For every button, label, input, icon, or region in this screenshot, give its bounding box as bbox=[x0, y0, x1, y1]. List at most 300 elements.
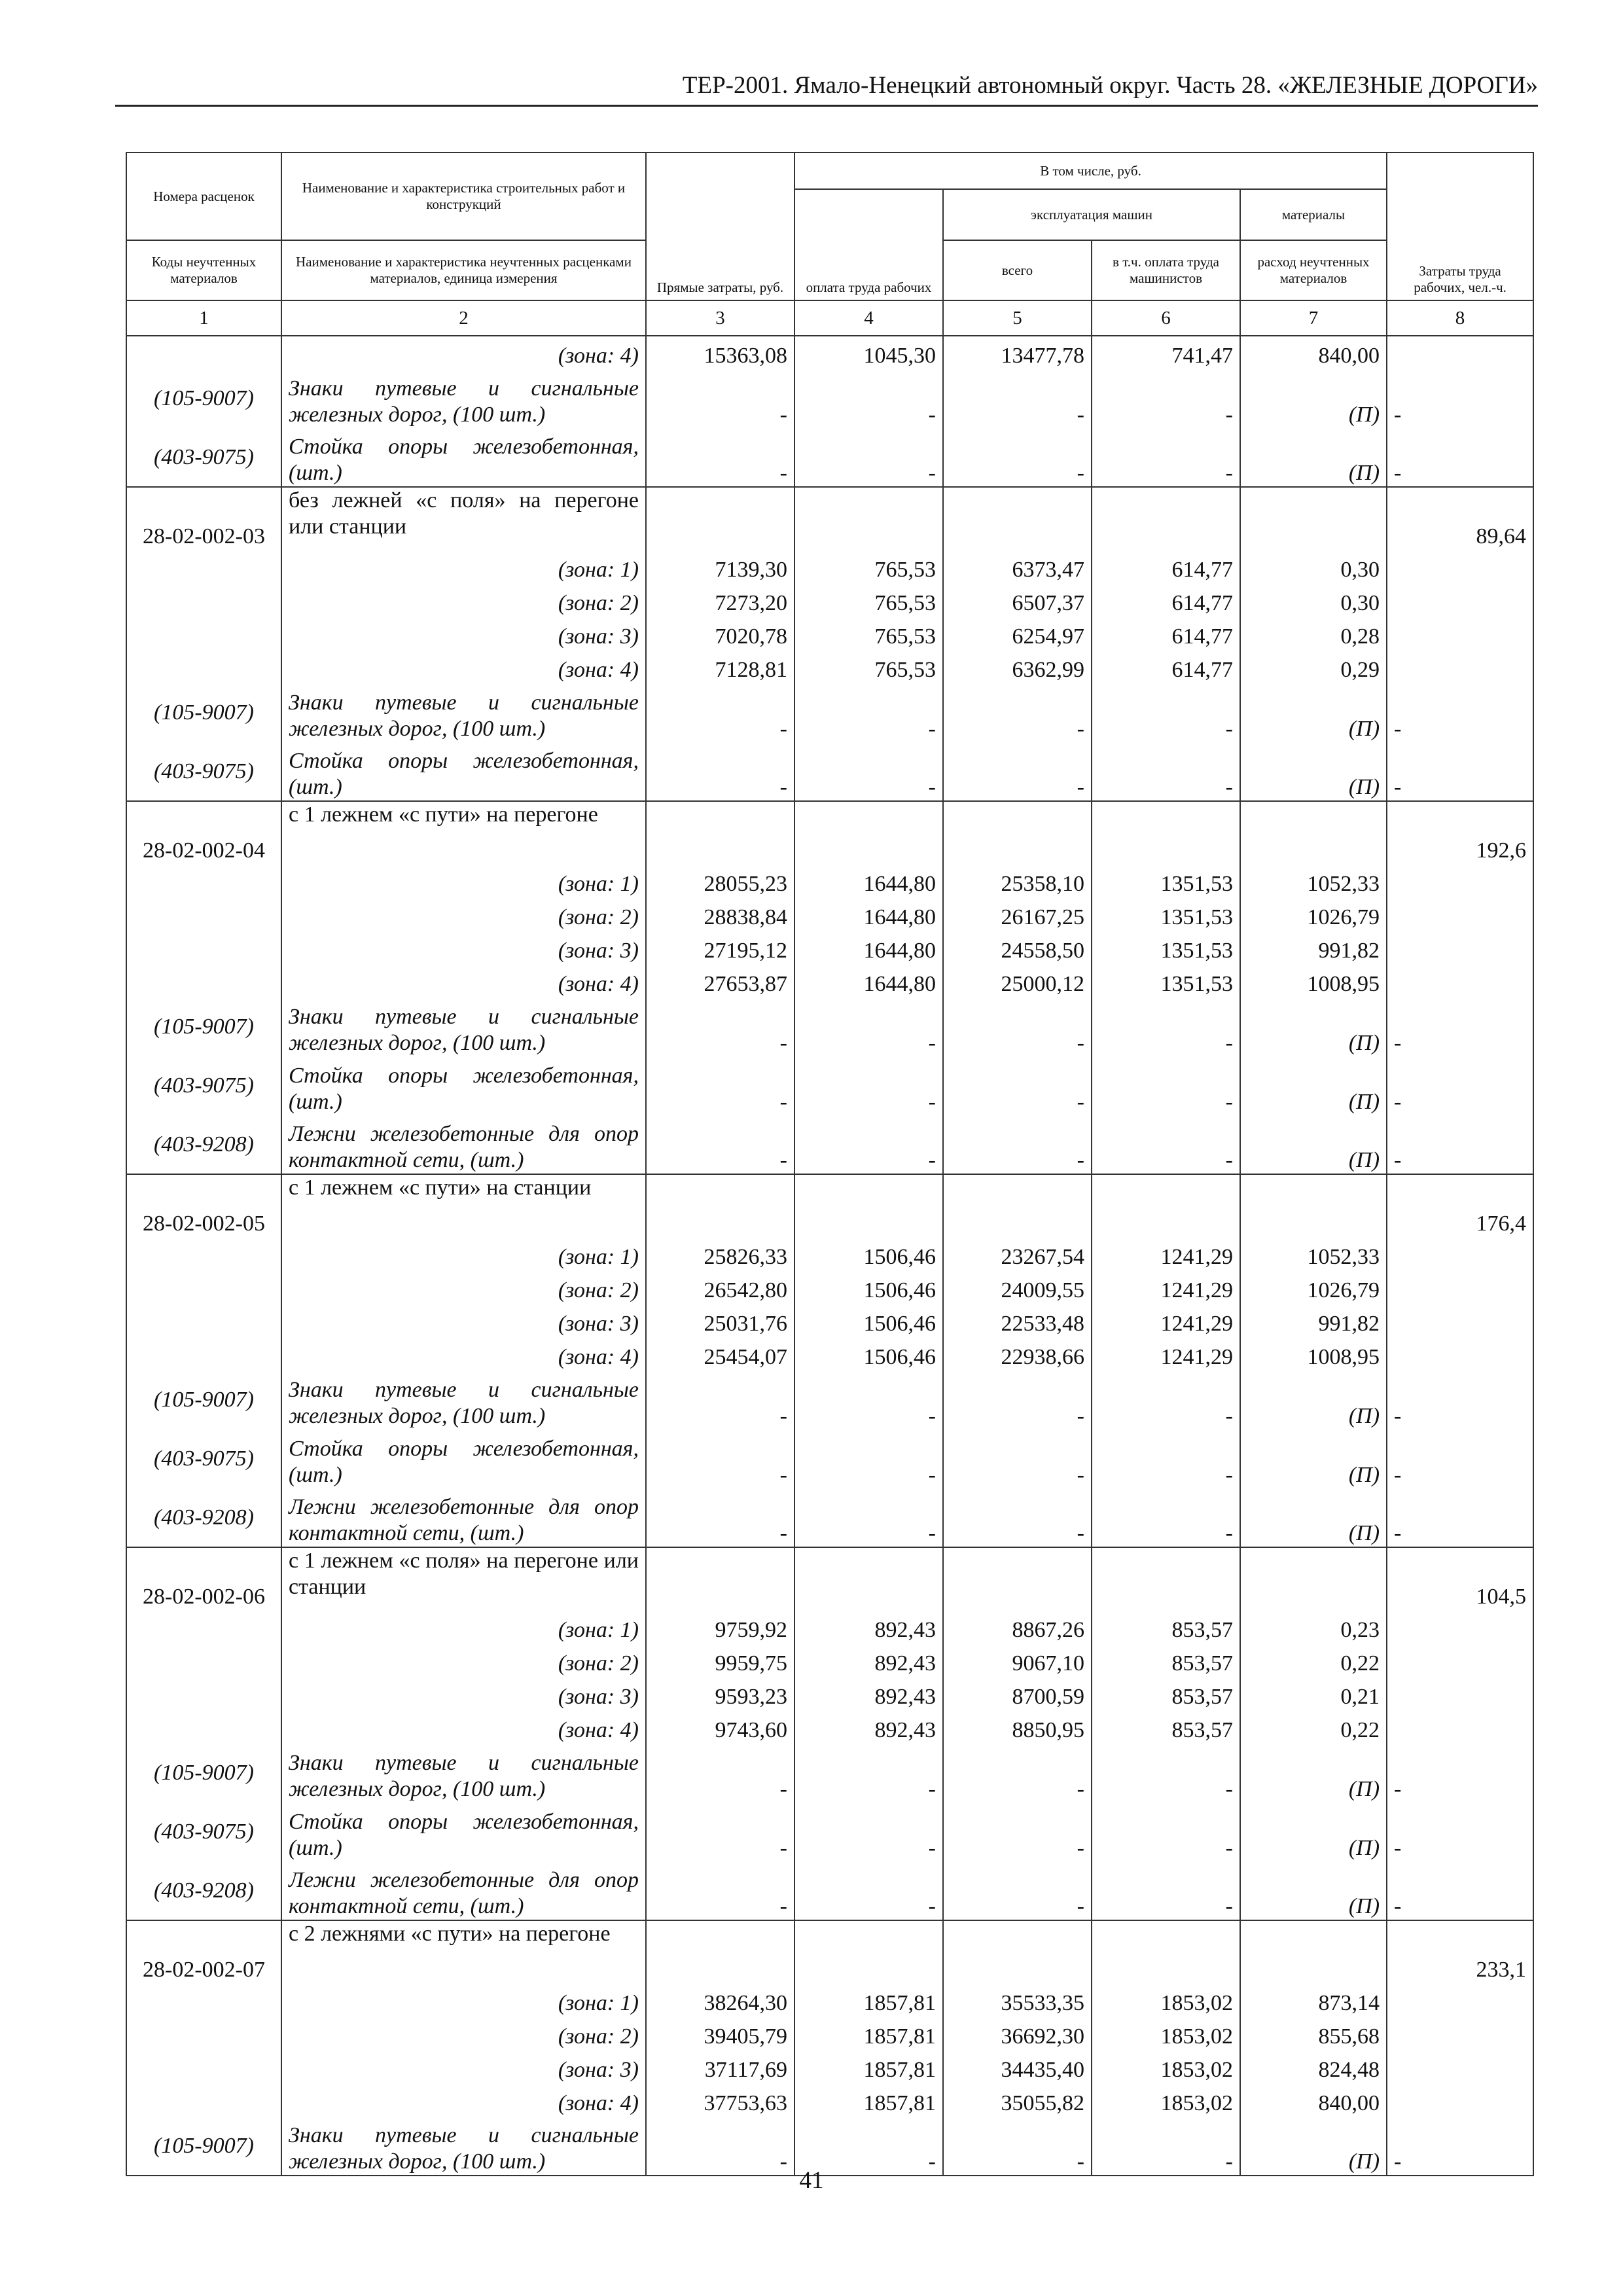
direct-cost: 28055,23 bbox=[646, 864, 794, 897]
dash-cell: - bbox=[1387, 1744, 1533, 1803]
table-header bbox=[126, 152, 1533, 336]
worker-wages: 1857,81 bbox=[794, 2083, 943, 2117]
machinist-wages: 1241,29 bbox=[1092, 1304, 1240, 1337]
zone-label: (зона: 3) bbox=[281, 2050, 646, 2083]
materials-cost: 991,82 bbox=[1240, 931, 1387, 964]
running-header: ТЕР-2001. Ямало-Ненецкий автономный округ. Часть 28. «ЖЕЛЕЗНЫЕ ДОРОГИ» bbox=[682, 72, 1538, 99]
rate-title-row bbox=[126, 487, 1533, 550]
machines-total: 6373,47 bbox=[943, 550, 1092, 583]
zone-label: (зона: 4) bbox=[281, 2083, 646, 2117]
material-row bbox=[126, 1429, 1533, 1488]
material-row bbox=[126, 428, 1533, 487]
materials-cost: 1052,33 bbox=[1240, 1237, 1387, 1270]
dash-cell: - bbox=[794, 1429, 943, 1488]
col-number: 7 bbox=[1240, 300, 1387, 336]
machinist-wages: 614,77 bbox=[1092, 550, 1240, 583]
dash-cell: - bbox=[794, 1371, 943, 1429]
dash-cell: - bbox=[943, 1744, 1092, 1803]
table-row bbox=[126, 964, 1533, 997]
project-mark: (П) bbox=[1240, 742, 1387, 801]
labor-cost: 192,6 bbox=[1387, 801, 1533, 864]
machinist-wages: 1351,53 bbox=[1092, 864, 1240, 897]
direct-cost: 37117,69 bbox=[646, 2050, 794, 2083]
dash-cell: - bbox=[943, 1803, 1092, 1861]
material-name: Знаки путевые и сигнальные железных дорог, (100 шт.) bbox=[281, 1744, 646, 1803]
worker-wages: 1644,80 bbox=[794, 897, 943, 931]
machines-total: 23267,54 bbox=[943, 1237, 1092, 1270]
zone-label: (зона: 2) bbox=[281, 583, 646, 617]
worker-wages: 765,53 bbox=[794, 617, 943, 650]
worker-wages: 1644,80 bbox=[794, 864, 943, 897]
worker-wages: 1506,46 bbox=[794, 1304, 943, 1337]
table-row bbox=[126, 931, 1533, 964]
zone-label: (зона: 2) bbox=[281, 897, 646, 931]
machines-total: 36692,30 bbox=[943, 2017, 1092, 2050]
dash-cell: - bbox=[1092, 1115, 1240, 1174]
material-code: (403-9208) bbox=[126, 1861, 281, 1920]
project-mark: (П) bbox=[1240, 428, 1387, 487]
dash-cell: - bbox=[646, 997, 794, 1056]
col-number: 8 bbox=[1387, 300, 1533, 336]
direct-cost: 7020,78 bbox=[646, 617, 794, 650]
zone-label: (зона: 1) bbox=[281, 1983, 646, 2017]
material-name: Знаки путевые и сигнальные железных дорог, (100 шт.) bbox=[281, 369, 646, 428]
materials-cost: 0,21 bbox=[1240, 1677, 1387, 1710]
col1-header-top: Номера расценок bbox=[126, 152, 281, 240]
dash-cell: - bbox=[1387, 1803, 1533, 1861]
dash-cell: - bbox=[1092, 1803, 1240, 1861]
rate-code: 28-02-002-06 bbox=[126, 1547, 281, 1610]
zone-label: (зона: 2) bbox=[281, 2017, 646, 2050]
table-row bbox=[126, 1237, 1533, 1270]
material-name: Стойка опоры железобетонная, (шт.) bbox=[281, 1429, 646, 1488]
col-number: 1 bbox=[126, 300, 281, 336]
group-header: В том числе, руб. bbox=[794, 152, 1387, 189]
materials-cost: 0,23 bbox=[1240, 1610, 1387, 1643]
dash-cell: - bbox=[1387, 1861, 1533, 1920]
col-number: 2 bbox=[281, 300, 646, 336]
dash-cell: - bbox=[646, 1861, 794, 1920]
dash-cell: - bbox=[1387, 1429, 1533, 1488]
dash-cell: - bbox=[794, 2117, 943, 2176]
dash-cell: - bbox=[646, 1803, 794, 1861]
table-row bbox=[126, 1270, 1533, 1304]
machinist-wages: 1241,29 bbox=[1092, 1337, 1240, 1371]
dash-cell: - bbox=[1092, 2117, 1240, 2176]
zone-label: (зона: 1) bbox=[281, 1610, 646, 1643]
col2-header-bottom: Наименование и характеристика неучтенных расценками материалов, единица измерения bbox=[281, 240, 646, 300]
direct-cost: 9743,60 bbox=[646, 1710, 794, 1744]
machines-total: 25358,10 bbox=[943, 864, 1092, 897]
rate-title: с 1 лежнем «с поля» на перегоне или станции bbox=[281, 1547, 646, 1610]
project-mark: (П) bbox=[1240, 369, 1387, 428]
machinist-wages: 614,77 bbox=[1092, 650, 1240, 683]
worker-wages: 1644,80 bbox=[794, 931, 943, 964]
material-code: (403-9075) bbox=[126, 1429, 281, 1488]
material-row bbox=[126, 683, 1533, 742]
machines-total: 8700,59 bbox=[943, 1677, 1092, 1710]
machinist-wages: 853,57 bbox=[1092, 1710, 1240, 1744]
dash-cell: - bbox=[1387, 683, 1533, 742]
dash-cell: - bbox=[794, 683, 943, 742]
dash-cell: - bbox=[943, 428, 1092, 487]
machines-total: 35533,35 bbox=[943, 1983, 1092, 2017]
dash-cell: - bbox=[1387, 1115, 1533, 1174]
zone-label: (зона: 4) bbox=[281, 964, 646, 997]
machines-total: 34435,40 bbox=[943, 2050, 1092, 2083]
zone-label: (зона: 2) bbox=[281, 1643, 646, 1677]
dash-cell: - bbox=[1092, 1056, 1240, 1115]
machines-total: 24558,50 bbox=[943, 931, 1092, 964]
table-row bbox=[126, 1304, 1533, 1337]
table-row bbox=[126, 650, 1533, 683]
machines-total: 6507,37 bbox=[943, 583, 1092, 617]
dash-cell: - bbox=[943, 2117, 1092, 2176]
zone-label: (зона: 4) bbox=[281, 650, 646, 683]
dash-cell: - bbox=[646, 428, 794, 487]
material-code: (403-9075) bbox=[126, 1056, 281, 1115]
machines-total: 8850,95 bbox=[943, 1710, 1092, 1744]
zone-label: (зона: 1) bbox=[281, 550, 646, 583]
table-row bbox=[126, 336, 1533, 369]
material-name: Лежни железобетонные для опор контактной сети, (шт.) bbox=[281, 1115, 646, 1174]
machinist-wages: 1853,02 bbox=[1092, 2083, 1240, 2117]
table-row bbox=[126, 864, 1533, 897]
dash-cell: - bbox=[646, 1371, 794, 1429]
materials-cost: 1008,95 bbox=[1240, 964, 1387, 997]
rate-title-row bbox=[126, 801, 1533, 864]
dash-cell: - bbox=[1092, 1744, 1240, 1803]
dash-cell: - bbox=[646, 1488, 794, 1547]
dash-cell: - bbox=[646, 1056, 794, 1115]
material-row bbox=[126, 1115, 1533, 1174]
worker-wages: 1857,81 bbox=[794, 2050, 943, 2083]
col4-header: оплата труда рабочих bbox=[794, 189, 943, 300]
zone-label: (зона: 3) bbox=[281, 617, 646, 650]
machinist-wages: 1351,53 bbox=[1092, 897, 1240, 931]
worker-wages: 765,53 bbox=[794, 583, 943, 617]
dash-cell: - bbox=[1092, 1861, 1240, 1920]
machines-total: 9067,10 bbox=[943, 1643, 1092, 1677]
table-row bbox=[126, 1643, 1533, 1677]
machinist-wages: 614,77 bbox=[1092, 617, 1240, 650]
col2-header-top: Наименование и характеристика строительных работ и конструкций bbox=[281, 152, 646, 240]
machinist-wages: 741,47 bbox=[1092, 336, 1240, 369]
zone-label: (зона: 2) bbox=[281, 1270, 646, 1304]
machines-total: 25000,12 bbox=[943, 964, 1092, 997]
dash-cell: - bbox=[1387, 1056, 1533, 1115]
material-code: (403-9075) bbox=[126, 1803, 281, 1861]
worker-wages: 1857,81 bbox=[794, 2017, 943, 2050]
direct-cost: 39405,79 bbox=[646, 2017, 794, 2050]
col6-header: в т.ч. оплата труда машинистов bbox=[1092, 240, 1240, 300]
material-code: (105-9007) bbox=[126, 369, 281, 428]
dash-cell: - bbox=[794, 997, 943, 1056]
rate-title-row bbox=[126, 1547, 1533, 1610]
materials-header: материалы bbox=[1240, 189, 1387, 240]
worker-wages: 1644,80 bbox=[794, 964, 943, 997]
project-mark: (П) bbox=[1240, 683, 1387, 742]
dash-cell: - bbox=[1092, 1429, 1240, 1488]
project-mark: (П) bbox=[1240, 2117, 1387, 2176]
worker-wages: 1506,46 bbox=[794, 1270, 943, 1304]
material-name: Знаки путевые и сигнальные железных дорог, (100 шт.) bbox=[281, 2117, 646, 2176]
direct-cost: 28838,84 bbox=[646, 897, 794, 931]
project-mark: (П) bbox=[1240, 1115, 1387, 1174]
machinist-wages: 614,77 bbox=[1092, 583, 1240, 617]
material-name: Стойка опоры железобетонная, (шт.) bbox=[281, 428, 646, 487]
machinist-wages: 1351,53 bbox=[1092, 931, 1240, 964]
material-code: (105-9007) bbox=[126, 997, 281, 1056]
table-row bbox=[126, 1610, 1533, 1643]
worker-wages: 1857,81 bbox=[794, 1983, 943, 2017]
machines-total: 22938,66 bbox=[943, 1337, 1092, 1371]
project-mark: (П) bbox=[1240, 1803, 1387, 1861]
worker-wages: 765,53 bbox=[794, 550, 943, 583]
dash-cell: - bbox=[1387, 742, 1533, 801]
machines-total: 26167,25 bbox=[943, 897, 1092, 931]
zone-label: (зона: 4) bbox=[281, 336, 646, 369]
material-name: Стойка опоры железобетонная, (шт.) bbox=[281, 1803, 646, 1861]
col8-header: Затраты труда рабочих, чел.-ч. bbox=[1387, 152, 1533, 300]
material-name: Лежни железобетонные для опор контактной сети, (шт.) bbox=[281, 1861, 646, 1920]
materials-cost: 873,14 bbox=[1240, 1983, 1387, 2017]
machines-total: 8867,26 bbox=[943, 1610, 1092, 1643]
direct-cost: 25826,33 bbox=[646, 1237, 794, 1270]
table-body bbox=[126, 336, 1533, 2176]
zone-label: (зона: 3) bbox=[281, 1304, 646, 1337]
rate-code: 28-02-002-07 bbox=[126, 1920, 281, 1983]
header-rule bbox=[115, 105, 1538, 107]
rate-title: с 1 лежнем «с пути» на перегоне bbox=[281, 801, 646, 864]
material-row bbox=[126, 369, 1533, 428]
table-row bbox=[126, 583, 1533, 617]
machines-header: эксплуатация машин bbox=[943, 189, 1240, 240]
table-row bbox=[126, 897, 1533, 931]
materials-cost: 0,29 bbox=[1240, 650, 1387, 683]
dash-cell: - bbox=[1092, 997, 1240, 1056]
materials-cost: 1026,79 bbox=[1240, 1270, 1387, 1304]
materials-cost: 824,48 bbox=[1240, 2050, 1387, 2083]
dash-cell: - bbox=[794, 369, 943, 428]
materials-cost: 1052,33 bbox=[1240, 864, 1387, 897]
table-row bbox=[126, 1337, 1533, 1371]
materials-cost: 1008,95 bbox=[1240, 1337, 1387, 1371]
material-row bbox=[126, 742, 1533, 801]
col1-header-bottom: Коды неучтенных материалов bbox=[126, 240, 281, 300]
table-row bbox=[126, 2017, 1533, 2050]
dash-cell: - bbox=[794, 1803, 943, 1861]
direct-cost: 25031,76 bbox=[646, 1304, 794, 1337]
direct-cost: 7139,30 bbox=[646, 550, 794, 583]
worker-wages: 1506,46 bbox=[794, 1237, 943, 1270]
machines-total: 13477,78 bbox=[943, 336, 1092, 369]
materials-cost: 1026,79 bbox=[1240, 897, 1387, 931]
rate-title: с 2 лежнями «с пути» на перегоне bbox=[281, 1920, 646, 1983]
worker-wages: 892,43 bbox=[794, 1643, 943, 1677]
dash-cell: - bbox=[1092, 369, 1240, 428]
dash-cell: - bbox=[943, 1056, 1092, 1115]
rates-table bbox=[126, 152, 1534, 2176]
machines-total: 6254,97 bbox=[943, 617, 1092, 650]
materials-cost: 0,22 bbox=[1240, 1710, 1387, 1744]
table-row bbox=[126, 1710, 1533, 1744]
dash-cell: - bbox=[943, 683, 1092, 742]
dash-cell: - bbox=[794, 1744, 943, 1803]
material-code: (403-9075) bbox=[126, 742, 281, 801]
dash-cell: - bbox=[1092, 428, 1240, 487]
machinist-wages: 1241,29 bbox=[1092, 1270, 1240, 1304]
col-number: 6 bbox=[1092, 300, 1240, 336]
project-mark: (П) bbox=[1240, 1371, 1387, 1429]
machinist-wages: 1853,02 bbox=[1092, 1983, 1240, 2017]
labor-cost: 89,64 bbox=[1387, 487, 1533, 550]
direct-cost: 9759,92 bbox=[646, 1610, 794, 1643]
machinist-wages: 853,57 bbox=[1092, 1610, 1240, 1643]
dash-cell: - bbox=[1387, 997, 1533, 1056]
project-mark: (П) bbox=[1240, 1744, 1387, 1803]
dash-cell: - bbox=[646, 1744, 794, 1803]
material-row bbox=[126, 1056, 1533, 1115]
col5-header: всего bbox=[943, 240, 1092, 300]
machinist-wages: 853,57 bbox=[1092, 1677, 1240, 1710]
worker-wages: 892,43 bbox=[794, 1710, 943, 1744]
materials-cost: 840,00 bbox=[1240, 2083, 1387, 2117]
direct-cost: 9593,23 bbox=[646, 1677, 794, 1710]
dash-cell: - bbox=[794, 1488, 943, 1547]
col-number: 4 bbox=[794, 300, 943, 336]
direct-cost: 27653,87 bbox=[646, 964, 794, 997]
material-name: Лежни железобетонные для опор контактной сети, (шт.) bbox=[281, 1488, 646, 1547]
materials-cost: 0,28 bbox=[1240, 617, 1387, 650]
material-code: (403-9208) bbox=[126, 1488, 281, 1547]
rate-title-row bbox=[126, 1920, 1533, 1983]
dash-cell: - bbox=[794, 1115, 943, 1174]
direct-cost: 37753,63 bbox=[646, 2083, 794, 2117]
material-code: (105-9007) bbox=[126, 2117, 281, 2176]
labor-cost: 176,4 bbox=[1387, 1174, 1533, 1237]
dash-cell: - bbox=[794, 428, 943, 487]
table-row bbox=[126, 1677, 1533, 1710]
rate-code: 28-02-002-04 bbox=[126, 801, 281, 864]
table-row bbox=[126, 2050, 1533, 2083]
materials-cost: 0,30 bbox=[1240, 583, 1387, 617]
materials-cost: 0,30 bbox=[1240, 550, 1387, 583]
worker-wages: 1045,30 bbox=[794, 336, 943, 369]
dash-cell: - bbox=[1387, 1488, 1533, 1547]
machinist-wages: 1853,02 bbox=[1092, 2050, 1240, 2083]
rate-code: 28-02-002-03 bbox=[126, 487, 281, 550]
rate-code: 28-02-002-05 bbox=[126, 1174, 281, 1237]
dash-cell: - bbox=[794, 1056, 943, 1115]
zone-label: (зона: 4) bbox=[281, 1337, 646, 1371]
labor-cost bbox=[1387, 336, 1533, 369]
direct-cost: 38264,30 bbox=[646, 1983, 794, 2017]
dash-cell: - bbox=[943, 742, 1092, 801]
direct-cost: 7273,20 bbox=[646, 583, 794, 617]
dash-cell: - bbox=[1092, 1371, 1240, 1429]
direct-cost: 15363,08 bbox=[646, 336, 794, 369]
material-code: (105-9007) bbox=[126, 1744, 281, 1803]
zone-label: (зона: 3) bbox=[281, 931, 646, 964]
materials-cost: 0,22 bbox=[1240, 1643, 1387, 1677]
material-row bbox=[126, 1371, 1533, 1429]
material-code: (105-9007) bbox=[126, 1371, 281, 1429]
material-row bbox=[126, 997, 1533, 1056]
dash-cell: - bbox=[1387, 369, 1533, 428]
direct-cost: 25454,07 bbox=[646, 1337, 794, 1371]
project-mark: (П) bbox=[1240, 1056, 1387, 1115]
dash-cell: - bbox=[1092, 683, 1240, 742]
machinist-wages: 1351,53 bbox=[1092, 964, 1240, 997]
material-name: Знаки путевые и сигнальные железных дорог, (100 шт.) bbox=[281, 997, 646, 1056]
zone-label: (зона: 1) bbox=[281, 1237, 646, 1270]
materials-cost: 855,68 bbox=[1240, 2017, 1387, 2050]
dash-cell: - bbox=[646, 1115, 794, 1174]
project-mark: (П) bbox=[1240, 1429, 1387, 1488]
project-mark: (П) bbox=[1240, 997, 1387, 1056]
page-number: 41 bbox=[799, 2167, 824, 2194]
dash-cell: - bbox=[1387, 1371, 1533, 1429]
materials-cost: 840,00 bbox=[1240, 336, 1387, 369]
dash-cell: - bbox=[794, 742, 943, 801]
direct-cost: 9959,75 bbox=[646, 1643, 794, 1677]
col7-header: расход неучтенных материалов bbox=[1240, 240, 1387, 300]
rate-title: с 1 лежнем «с пути» на станции bbox=[281, 1174, 646, 1237]
dash-cell: - bbox=[943, 997, 1092, 1056]
machinist-wages: 853,57 bbox=[1092, 1643, 1240, 1677]
col-number: 3 bbox=[646, 300, 794, 336]
machinist-wages: 1853,02 bbox=[1092, 2017, 1240, 2050]
zone-label: (зона: 3) bbox=[281, 1677, 646, 1710]
rate-title: без лежней «с поля» на перегоне или станции bbox=[281, 487, 646, 550]
material-row bbox=[126, 1744, 1533, 1803]
dash-cell: - bbox=[794, 1861, 943, 1920]
material-name: Стойка опоры железобетонная, (шт.) bbox=[281, 1056, 646, 1115]
machines-total: 24009,55 bbox=[943, 1270, 1092, 1304]
dash-cell: - bbox=[646, 742, 794, 801]
project-mark: (П) bbox=[1240, 1488, 1387, 1547]
material-name: Знаки путевые и сигнальные железных дорог, (100 шт.) bbox=[281, 1371, 646, 1429]
table-row bbox=[126, 1983, 1533, 2017]
machines-total: 6362,99 bbox=[943, 650, 1092, 683]
col-number: 5 bbox=[943, 300, 1092, 336]
zone-label: (зона: 4) bbox=[281, 1710, 646, 1744]
worker-wages: 892,43 bbox=[794, 1677, 943, 1710]
dash-cell: - bbox=[646, 369, 794, 428]
material-row bbox=[126, 1861, 1533, 1920]
dash-cell: - bbox=[646, 2117, 794, 2176]
zone-label: (зона: 1) bbox=[281, 864, 646, 897]
worker-wages: 765,53 bbox=[794, 650, 943, 683]
direct-cost: 7128,81 bbox=[646, 650, 794, 683]
material-code: (105-9007) bbox=[126, 683, 281, 742]
machines-total: 35055,82 bbox=[943, 2083, 1092, 2117]
material-code: (403-9208) bbox=[126, 1115, 281, 1174]
machines-total: 22533,48 bbox=[943, 1304, 1092, 1337]
dash-cell: - bbox=[943, 1429, 1092, 1488]
direct-cost: 26542,80 bbox=[646, 1270, 794, 1304]
table-row bbox=[126, 550, 1533, 583]
dash-cell: - bbox=[943, 1861, 1092, 1920]
dash-cell: - bbox=[1387, 428, 1533, 487]
material-row bbox=[126, 1803, 1533, 1861]
dash-cell: - bbox=[646, 683, 794, 742]
dash-cell: - bbox=[646, 1429, 794, 1488]
dash-cell: - bbox=[1092, 742, 1240, 801]
material-name: Стойка опоры железобетонная, (шт.) bbox=[281, 742, 646, 801]
labor-cost: 104,5 bbox=[1387, 1547, 1533, 1610]
